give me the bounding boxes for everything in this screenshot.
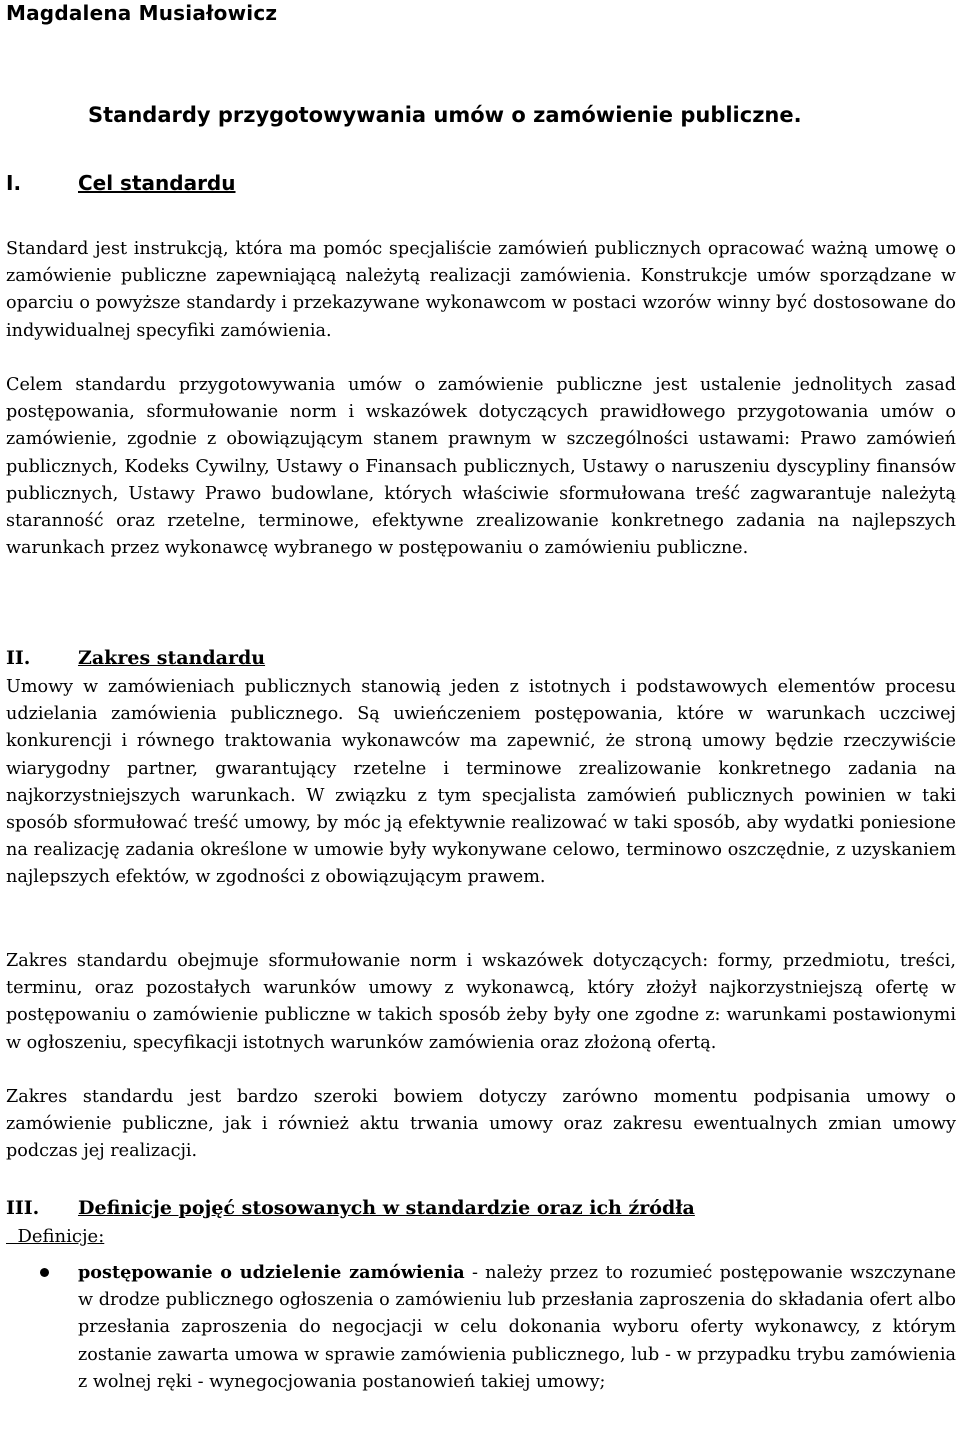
definition-term: postępowanie o udzielenie zamówienia <box>78 1262 465 1283</box>
paragraph: Zakres standardu jest bardzo szeroki bowiem dotyczy zarówno momentu podpisania umowy o zamówienie publiczne, jak i również aktu trwania umowy oraz zakresu ewentualnych zmian umowy podczas jej realizacji. <box>6 1087 956 1162</box>
paragraph: Celem standardu przygotowywania umów o zamówienie publiczne jest ustalenie jednolitych zasad postępowania, sformułowanie norm i wskazówek dotyczących prawidłowego przygotowania umów o zamówienie, zgodnie z obowiązującym stanem prawnym w szczególności ustawami: Prawo zamówień publicznych, Kodeks Cywilny, Ustawy o Finansach publicznych, Ustawy o naruszeniu dyscypliny finansów publicznych, Ustawy Prawo budowlane, których właściwie sformułowana treść zagwarantuje należytą staranność oraz rzetelne, terminowe, efektywne zrealizowanie konkretnego zadania na najlepszych warunkach przez wykonawcę wybranego w postępowaniu o zamówieniu publiczne. <box>6 375 956 559</box>
section-number: I. <box>6 171 22 195</box>
definitions-list <box>6 1259 956 1396</box>
paragraph: Umowy w zamówieniach publicznych stanowią jeden z istotnych i podstawowych elementów procesu udzielania zamówienia publicznego. Są uwieńczeniem postępowania, które w warunkach uczciwej konkurencji i równego traktowania wykonawców ma zapewnić, że stroną umowy będzie rzeczywiście wiarygodny partner, gwarantujący rzetelne i terminowe zrealizowanie konkretnego zadania na najkorzystniejszych warunkach. W związku z tym specjalista zamówień publicznych powinien w taki sposób sformułować treść umowy, by móc ją efektywnie realizować w taki sposób, aby wydatki poniesione na realizację zadania określone w umowie były wykonywane celowo, terminowo oszczędnie, z uzyskaniem najlepszych efektów, w zgodności z obowiązującym prawem. <box>6 677 956 888</box>
section-heading-3 <box>6 1195 695 1221</box>
section-heading-1 <box>6 170 236 197</box>
section-title: Cel standardu <box>78 171 236 195</box>
section-heading-2 <box>6 645 265 671</box>
section-number: III. <box>6 1197 40 1219</box>
author-name: Magdalena Musiałowicz <box>6 1 278 25</box>
section-title: Definicje pojęć stosowanych w standardzie oraz ich źródła <box>78 1197 695 1219</box>
paragraph: Standard jest instrukcją, która ma pomóc specjaliście zamówień publicznych opracować ważną umowę o zamówienie publiczne zapewniającą należytą realizacji zamówienia. Konstrukcje umów sporządzane w oparciu o powyższe standardy i przekazywane wykonawcom w postaci wzorów winny być dostosowane do indywidualnej specyfiki zamówienia. <box>6 239 956 341</box>
definition-text: - należy przez to rozumieć postępowanie wszczynane w drodze publicznego ogłoszenia o zamówieniu lub przesłania zaproszenia do składania ofert albo przesłania zaproszenia do negocjacji w celu dokonania wyboru oferty wykonawcy, z którym zostanie zawarta umowa w sprawie zamówienia publicznego, lub - w przypadku trybu zamówienia z wolnej ręki - wynegocjowania postanowień takiej umowy; <box>78 1263 956 1392</box>
section-number: II. <box>6 647 31 669</box>
bullet-icon <box>40 1268 49 1277</box>
definitions-label: Definicje: <box>6 1226 105 1247</box>
list-item <box>6 1259 956 1396</box>
document-title: Standardy przygotowywania umów o zamówienie publiczne. <box>88 103 802 127</box>
section-title: Zakres standardu <box>78 647 266 669</box>
paragraph: Zakres standardu obejmuje sformułowanie norm i wskazówek dotyczących: formy, przedmiotu, treści, terminu, oraz pozostałych warunków umowy z wykonawcą, który złożył najkorzystniejszą ofertę w postępowaniu o zamówienie publiczne w takich sposób żeby były one zgodne z: warunkami postawionymi w ogłoszeniu, specyfikacji istotnych warunków zamówienia oraz złożoną ofertą. <box>6 951 956 1053</box>
